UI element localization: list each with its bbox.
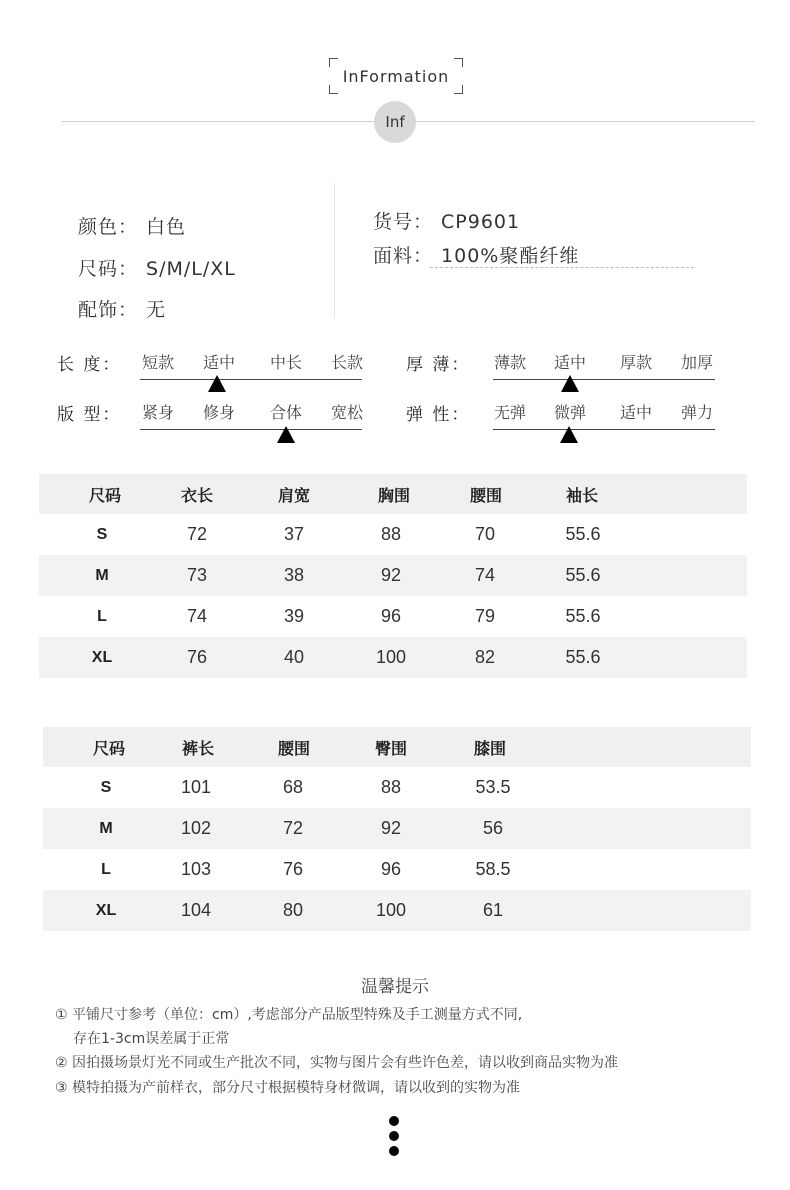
table-cell: XL bbox=[95, 901, 117, 919]
table-row bbox=[39, 596, 747, 637]
table-cell: 76 bbox=[186, 647, 208, 667]
attr-thickness-option: 加厚 bbox=[680, 353, 714, 372]
attr-fit-option: 紧身 bbox=[141, 403, 175, 422]
top-size-table bbox=[39, 474, 747, 678]
table-header-cell: 臀围 bbox=[374, 738, 407, 758]
table-cell: 73 bbox=[186, 565, 208, 585]
table-cell: 38 bbox=[283, 565, 305, 585]
table-row bbox=[43, 890, 751, 931]
table-cell: 92 bbox=[380, 818, 402, 838]
attr-fit-option: 合体 bbox=[269, 403, 303, 422]
attr-elasticity-marker bbox=[560, 426, 578, 443]
attr-thickness-scale bbox=[493, 350, 715, 380]
attr-fit-option: 宽松 bbox=[330, 403, 364, 422]
table-cell: 103 bbox=[180, 859, 212, 879]
table-header-row bbox=[39, 474, 747, 514]
attr-fit-scale bbox=[140, 400, 362, 430]
info-item-no-label: 货号： bbox=[373, 211, 434, 233]
table-header-cell: 尺码 bbox=[88, 485, 121, 505]
table-row bbox=[43, 808, 751, 849]
notes-title: 温馨提示 bbox=[361, 977, 429, 997]
table-cell: 56 bbox=[482, 818, 504, 838]
info-accessory-label: 配饰： bbox=[78, 299, 139, 321]
table-cell: XL bbox=[91, 648, 113, 666]
brand-title: InFormation bbox=[342, 66, 450, 86]
table-header-cell: 肩宽 bbox=[277, 485, 310, 505]
frame-corner-bottom-left bbox=[329, 85, 338, 94]
frame-corner-bottom-right bbox=[454, 85, 463, 94]
info-fabric bbox=[373, 241, 579, 268]
table-cell: 53.5 bbox=[475, 777, 511, 797]
table-row bbox=[39, 637, 747, 678]
info-fabric-value: 100%聚酯纤维 bbox=[441, 245, 580, 267]
attr-elasticity-option: 弹力 bbox=[680, 403, 714, 422]
table-cell: 61 bbox=[482, 900, 504, 920]
info-fabric-label: 面料： bbox=[373, 245, 434, 267]
fabric-dashed-underline bbox=[430, 267, 694, 268]
table-cell: 39 bbox=[283, 606, 305, 626]
table-cell: L bbox=[101, 860, 111, 878]
attr-length-option: 适中 bbox=[202, 353, 236, 372]
bottom-size-table bbox=[43, 727, 751, 931]
table-cell: 88 bbox=[380, 777, 402, 797]
table-cell: 92 bbox=[380, 565, 402, 585]
table-cell: 104 bbox=[180, 900, 212, 920]
table-header-cell: 腰围 bbox=[277, 738, 310, 758]
table-row bbox=[39, 555, 747, 596]
attr-fit-label: 版 型： bbox=[57, 405, 122, 425]
table-cell: 100 bbox=[375, 900, 407, 920]
table-cell: 102 bbox=[180, 818, 212, 838]
table-header-cell: 衣长 bbox=[180, 485, 213, 505]
table-cell: 82 bbox=[474, 647, 496, 667]
attr-length-marker bbox=[208, 375, 226, 392]
table-cell: 68 bbox=[282, 777, 304, 797]
note-item: ③ 模特拍摄为产前样衣，部分尺寸根据模特身材微调，请以收到的实物为准 bbox=[55, 1080, 520, 1096]
table-cell: 55.6 bbox=[565, 606, 601, 626]
more-dot bbox=[389, 1116, 399, 1126]
table-cell: 55.6 bbox=[565, 524, 601, 544]
attr-elasticity-option: 无弹 bbox=[493, 403, 527, 422]
info-item-no bbox=[373, 207, 520, 234]
attr-elasticity-option: 微弹 bbox=[553, 403, 587, 422]
table-cell: 80 bbox=[282, 900, 304, 920]
note-item: 存在1-3cm误差属于正常 bbox=[73, 1031, 230, 1047]
attr-elasticity-option: 适中 bbox=[619, 403, 653, 422]
info-divider bbox=[334, 183, 335, 318]
table-cell: 72 bbox=[282, 818, 304, 838]
more-dot bbox=[389, 1131, 399, 1141]
table-cell: M bbox=[99, 819, 113, 837]
header-circle-badge bbox=[374, 101, 416, 143]
table-cell: 55.6 bbox=[565, 565, 601, 585]
brand-title-box bbox=[329, 58, 463, 94]
frame-corner-top-left bbox=[329, 58, 338, 67]
attr-thickness-marker bbox=[561, 375, 579, 392]
more-dot bbox=[389, 1146, 399, 1156]
info-color-value: 白色 bbox=[146, 216, 187, 238]
attr-elasticity-scale bbox=[493, 400, 715, 430]
attr-length-option: 长款 bbox=[330, 353, 364, 372]
note-item: ② 因拍摄场景灯光不同或生产批次不同，实物与图片会有些许色差，请以收到商品实物为准 bbox=[55, 1055, 618, 1071]
table-row bbox=[39, 514, 747, 555]
info-color-label: 颜色： bbox=[78, 216, 139, 238]
table-cell: L bbox=[97, 607, 107, 625]
attr-elasticity-label: 弹 性： bbox=[406, 405, 471, 425]
attr-thickness-option: 厚款 bbox=[619, 353, 653, 372]
table-header-cell: 裤长 bbox=[181, 738, 214, 758]
info-item-no-value: CP9601 bbox=[441, 211, 521, 233]
table-header-cell: 膝围 bbox=[473, 738, 506, 758]
table-cell: S bbox=[96, 525, 108, 543]
attr-length-option: 短款 bbox=[141, 353, 175, 372]
table-cell: 55.6 bbox=[565, 647, 601, 667]
table-cell: 88 bbox=[380, 524, 402, 544]
attr-length-label: 长 度： bbox=[57, 355, 122, 375]
attr-fit-option: 修身 bbox=[202, 403, 236, 422]
info-color bbox=[78, 212, 186, 239]
attr-fit-marker bbox=[277, 426, 295, 443]
attr-length-scale bbox=[140, 350, 362, 380]
table-cell: 40 bbox=[283, 647, 305, 667]
frame-corner-top-right bbox=[454, 58, 463, 67]
note-item: ① 平铺尺寸参考（单位：cm）,考虑部分产品版型特殊及手工测量方式不同, bbox=[55, 1007, 523, 1023]
table-cell: S bbox=[100, 778, 112, 796]
table-cell: 96 bbox=[380, 606, 402, 626]
info-size-value: S/M/L/XL bbox=[146, 258, 236, 280]
table-row bbox=[43, 849, 751, 890]
table-cell: 96 bbox=[380, 859, 402, 879]
info-accessory bbox=[78, 295, 166, 322]
table-cell: M bbox=[95, 566, 109, 584]
table-cell: 76 bbox=[282, 859, 304, 879]
table-header-cell: 胸围 bbox=[377, 485, 410, 505]
header-circle-label: Inf bbox=[385, 113, 405, 131]
table-header-row bbox=[43, 727, 751, 767]
info-size bbox=[78, 254, 236, 281]
table-header-cell: 腰围 bbox=[469, 485, 502, 505]
table-row bbox=[43, 767, 751, 808]
table-cell: 37 bbox=[283, 524, 305, 544]
table-header-cell: 尺码 bbox=[92, 738, 125, 758]
attr-thickness-option: 薄款 bbox=[493, 353, 527, 372]
table-cell: 101 bbox=[180, 777, 212, 797]
info-accessory-value: 无 bbox=[146, 299, 167, 321]
table-cell: 72 bbox=[186, 524, 208, 544]
table-cell: 79 bbox=[474, 606, 496, 626]
table-header-cell: 袖长 bbox=[565, 485, 598, 505]
table-cell: 100 bbox=[375, 647, 407, 667]
attr-thickness-label: 厚 薄： bbox=[406, 355, 471, 375]
table-cell: 70 bbox=[474, 524, 496, 544]
attr-length-option: 中长 bbox=[269, 353, 303, 372]
info-size-label: 尺码： bbox=[78, 258, 139, 280]
table-cell: 74 bbox=[474, 565, 496, 585]
attr-thickness-option: 适中 bbox=[553, 353, 587, 372]
table-cell: 74 bbox=[186, 606, 208, 626]
table-cell: 58.5 bbox=[475, 859, 511, 879]
